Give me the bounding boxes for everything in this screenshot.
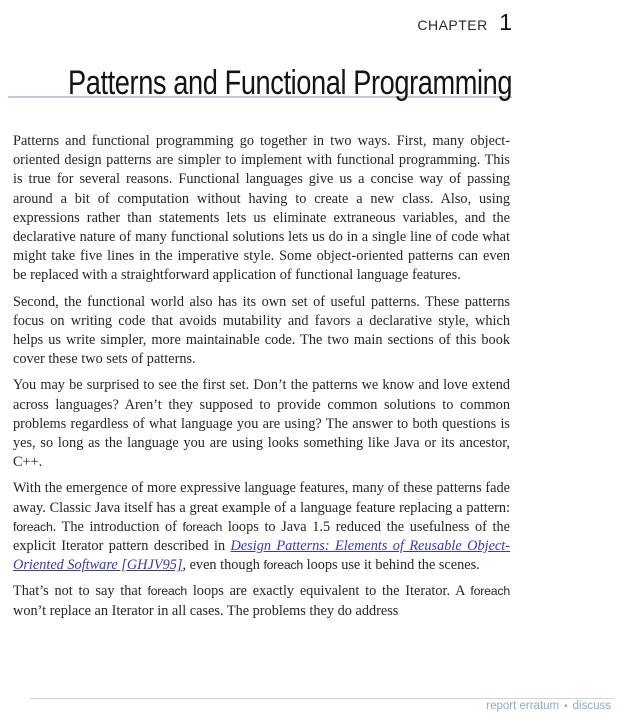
text-segment: Patterns and functional programming go together in two ways. First, many object-oriented design patterns are simpler to implement with functional programming. This is true for several reasons. Functional languages give us a concise way of passing around a bit of computation without having to create a new class. Also, using expressions rather than statements lets us eliminate extraneous variables, and the declarative nature of many functional solutions lets us do in a single line of code what might take five lines in the imperative style. Some object-oriented patterns can even be replaced with a straightforward application of functional language features. (13, 133, 510, 284)
text-segment: loops use it behind the scenes. (303, 557, 480, 574)
text-segment: With the emergence of more expressive language features, many of these patterns fade away. Classic Java itself has a great example of a language feature replacing a pattern: (13, 480, 510, 516)
report-erratum-link[interactable]: report erratum (486, 700, 560, 712)
text-segment: That’s not to say that (13, 583, 148, 600)
inline-code: foreach (13, 519, 53, 534)
text-segment: , even though (182, 557, 264, 574)
text-segment: won’t replace an Iterator in all cases. The problems they do address (13, 602, 399, 619)
paragraph (13, 293, 510, 370)
page-title: Patterns and Functional Programming (67, 64, 512, 102)
footer-separator: • (564, 701, 568, 712)
book-reference-link[interactable]: Design Patterns: Elements of Reusable Object-Oriented Software [GHJV95] (13, 538, 510, 574)
paragraph (13, 479, 510, 575)
body-paragraphs (13, 132, 510, 628)
paragraph (13, 132, 510, 286)
discuss-link[interactable]: discuss (572, 700, 611, 712)
footer-divider (30, 698, 614, 699)
text-segment: loops are exactly equivalent to the Iterator. A (187, 583, 471, 600)
text-segment: You may be surprised to see the first set. Don’t the patterns we know and love extend across languages? Aren’t they supposed to provide common solutions to common problems regardless of what language you are using? The answer to both questions is yes, so long as the language you are using looks something like Java or its ancestor, C++. (13, 377, 510, 471)
text-segment: . The introduction of (52, 518, 183, 535)
inline-code: foreach (182, 519, 223, 534)
inline-code: foreach (470, 584, 510, 599)
text-segment: Second, the functional world also has its own set of useful patterns. These patterns focus on writing code that avoids mutability and favors a declarative style, which helps us write simpler, more maintainable code. The two main sections of this book cover these two sets of patterns. (13, 293, 510, 368)
paragraph (13, 376, 510, 472)
paragraph (13, 582, 510, 620)
chapter-number: 1 (499, 9, 512, 35)
text-segment: loops to Java 1.5 reduced the usefulness of the explicit Iterator pattern described in (13, 518, 510, 555)
inline-code: foreach (263, 558, 304, 573)
title-block (8, 53, 512, 102)
chapter-label: CHAPTER (417, 17, 488, 33)
inline-code: foreach (147, 584, 188, 599)
chapter-heading (8, 9, 512, 36)
footer (486, 700, 611, 712)
